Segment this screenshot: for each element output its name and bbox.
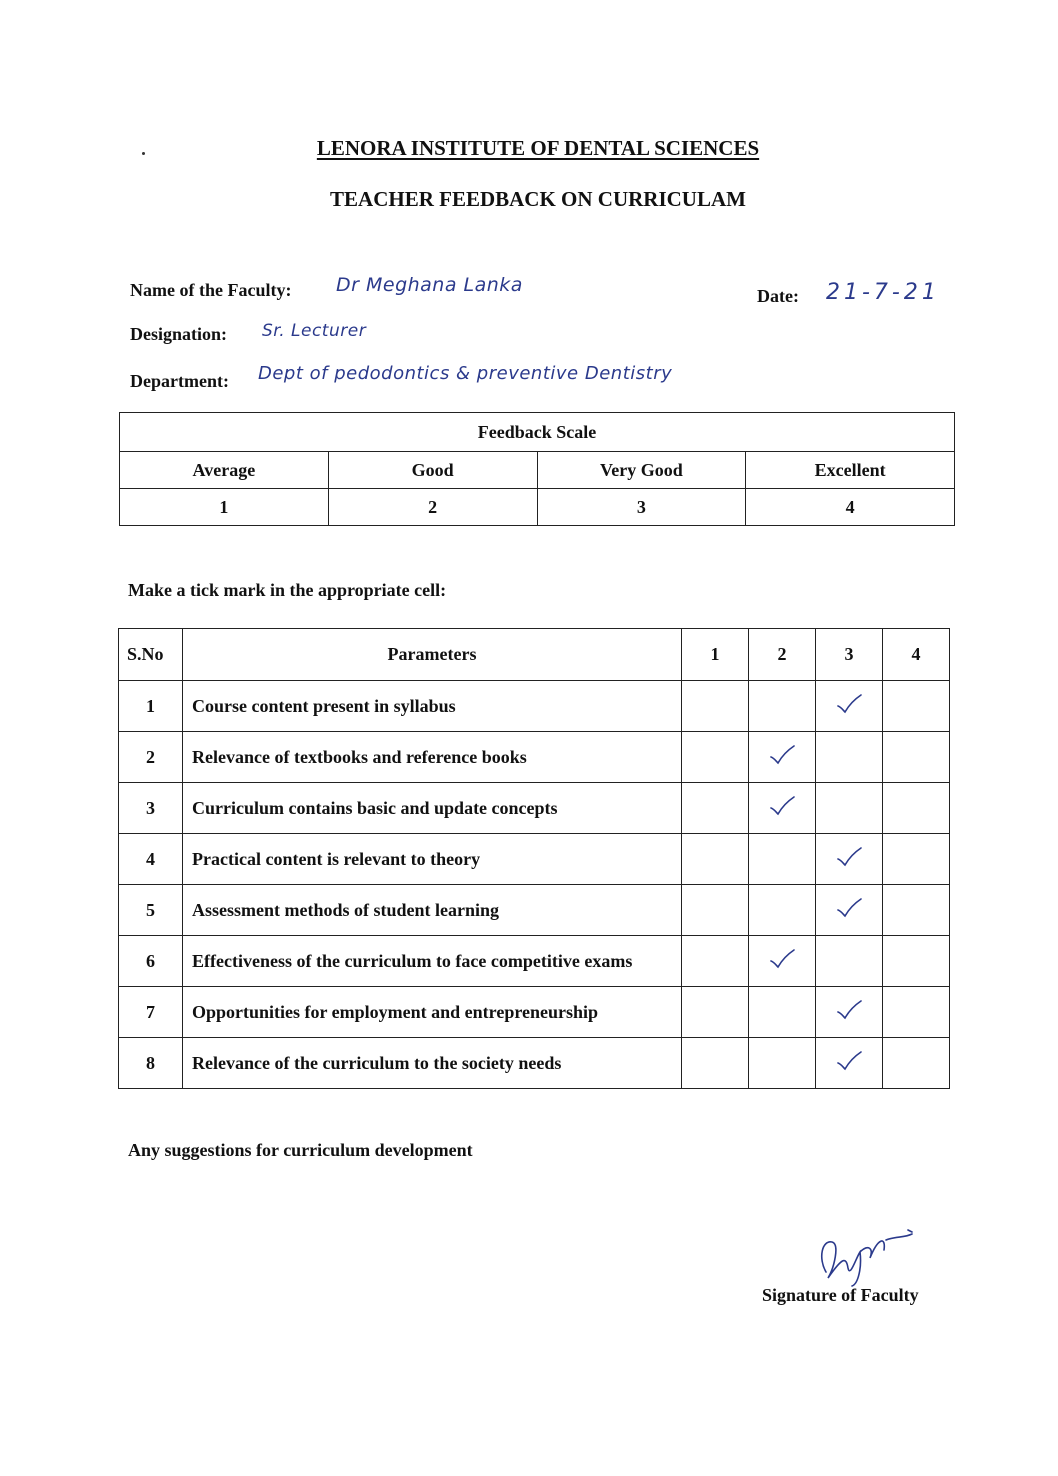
rating-cell-2[interactable] bbox=[749, 987, 816, 1038]
header-rating-1: 1 bbox=[682, 629, 749, 681]
signature-label: Signature of Faculty bbox=[762, 1285, 919, 1305]
row-parameter: Curriculum contains basic and update concepts bbox=[183, 783, 682, 834]
rating-cell-2[interactable] bbox=[749, 936, 816, 987]
row-sno: 8 bbox=[119, 1038, 183, 1089]
rating-cell-1[interactable] bbox=[682, 987, 749, 1038]
rating-cell-4[interactable] bbox=[883, 885, 950, 936]
designation-value: Sr. Lecturer bbox=[262, 321, 367, 341]
row-parameter: Relevance of textbooks and reference books bbox=[183, 732, 682, 783]
table-row bbox=[119, 732, 950, 783]
rating-cell-4[interactable] bbox=[883, 987, 950, 1038]
institute-name bbox=[0, 136, 1058, 161]
table-row bbox=[119, 987, 950, 1038]
rating-cell-2[interactable] bbox=[749, 783, 816, 834]
tick-mark-icon bbox=[834, 1049, 864, 1073]
table-row bbox=[119, 885, 950, 936]
parameters-header-row bbox=[119, 629, 950, 681]
table-row bbox=[119, 681, 950, 732]
faculty-name-value: Dr Meghana Lanka bbox=[336, 274, 523, 296]
tick-mark-icon bbox=[767, 947, 797, 971]
row-parameter: Practical content is relevant to theory bbox=[183, 834, 682, 885]
rating-cell-3[interactable] bbox=[816, 834, 883, 885]
row-parameter: Course content present in syllabus bbox=[183, 681, 682, 732]
rating-cell-1[interactable] bbox=[682, 1038, 749, 1089]
rating-cell-3[interactable] bbox=[816, 885, 883, 936]
row-sno: 7 bbox=[119, 987, 183, 1038]
table-row bbox=[119, 936, 950, 987]
tick-mark-icon bbox=[834, 845, 864, 869]
stray-mark bbox=[142, 152, 145, 155]
scale-level-label: Very Good bbox=[537, 452, 746, 489]
institute-name-text: LENORA INSTITUTE OF DENTAL SCIENCES bbox=[316, 136, 760, 160]
instruction-text: Make a tick mark in the appropriate cell: bbox=[128, 580, 447, 600]
date-value: 21-7-21 bbox=[826, 280, 940, 305]
rating-cell-2[interactable] bbox=[749, 1038, 816, 1089]
row-sno: 1 bbox=[119, 681, 183, 732]
rating-cell-3[interactable] bbox=[816, 681, 883, 732]
scale-level-value: 3 bbox=[537, 489, 746, 526]
faculty-signature-image bbox=[812, 1228, 922, 1293]
rating-cell-1[interactable] bbox=[682, 783, 749, 834]
scale-level-label: Excellent bbox=[746, 452, 955, 489]
scale-level-value: 4 bbox=[746, 489, 955, 526]
parameters-table bbox=[118, 628, 950, 1089]
rating-cell-1[interactable] bbox=[682, 936, 749, 987]
faculty-name-label: Name of the Faculty: bbox=[130, 280, 292, 300]
rating-cell-3[interactable] bbox=[816, 987, 883, 1038]
scale-level-value: 1 bbox=[120, 489, 329, 526]
rating-cell-4[interactable] bbox=[883, 936, 950, 987]
row-sno: 5 bbox=[119, 885, 183, 936]
rating-cell-4[interactable] bbox=[883, 1038, 950, 1089]
designation-label: Designation: bbox=[130, 324, 228, 344]
rating-cell-3[interactable] bbox=[816, 783, 883, 834]
header-rating-3: 3 bbox=[816, 629, 883, 681]
rating-cell-1[interactable] bbox=[682, 834, 749, 885]
tick-mark-icon bbox=[834, 998, 864, 1022]
department-label: Department: bbox=[130, 371, 229, 391]
row-sno: 2 bbox=[119, 732, 183, 783]
scale-level-label: Average bbox=[120, 452, 329, 489]
row-parameter: Effectiveness of the curriculum to face competitive exams bbox=[183, 936, 682, 987]
rating-cell-1[interactable] bbox=[682, 885, 749, 936]
scale-level-value: 2 bbox=[328, 489, 537, 526]
rating-cell-1[interactable] bbox=[682, 732, 749, 783]
feedback-scale-title: Feedback Scale bbox=[120, 413, 955, 452]
form-title: TEACHER FEEDBACK ON CURRICULAM bbox=[330, 187, 746, 211]
tick-mark-icon bbox=[834, 692, 864, 716]
scale-level-label: Good bbox=[328, 452, 537, 489]
header-rating-2: 2 bbox=[749, 629, 816, 681]
rating-cell-4[interactable] bbox=[883, 834, 950, 885]
rating-cell-1[interactable] bbox=[682, 681, 749, 732]
row-sno: 4 bbox=[119, 834, 183, 885]
rating-cell-2[interactable] bbox=[749, 834, 816, 885]
rating-cell-3[interactable] bbox=[816, 1038, 883, 1089]
tick-mark-icon bbox=[767, 743, 797, 767]
rating-cell-4[interactable] bbox=[883, 783, 950, 834]
table-row bbox=[119, 1038, 950, 1089]
table-row bbox=[119, 783, 950, 834]
table-row bbox=[119, 834, 950, 885]
header-sno: S.No bbox=[119, 629, 183, 681]
rating-cell-3[interactable] bbox=[816, 936, 883, 987]
suggestions-label: Any suggestions for curriculum development bbox=[128, 1140, 473, 1160]
row-sno: 6 bbox=[119, 936, 183, 987]
rating-cell-2[interactable] bbox=[749, 885, 816, 936]
tick-mark-icon bbox=[834, 896, 864, 920]
rating-cell-4[interactable] bbox=[883, 681, 950, 732]
department-value: Dept of pedodontics & preventive Dentistry bbox=[258, 363, 673, 384]
feedback-scale-table bbox=[119, 412, 955, 526]
tick-mark-icon bbox=[767, 794, 797, 818]
row-parameter: Assessment methods of student learning bbox=[183, 885, 682, 936]
rating-cell-2[interactable] bbox=[749, 681, 816, 732]
row-parameter: Relevance of the curriculum to the society needs bbox=[183, 1038, 682, 1089]
row-parameter: Opportunities for employment and entrepreneurship bbox=[183, 987, 682, 1038]
date-label: Date: bbox=[757, 286, 799, 306]
header-parameters: Parameters bbox=[183, 629, 682, 681]
rating-cell-3[interactable] bbox=[816, 732, 883, 783]
row-sno: 3 bbox=[119, 783, 183, 834]
rating-cell-2[interactable] bbox=[749, 732, 816, 783]
header-rating-4: 4 bbox=[883, 629, 950, 681]
rating-cell-4[interactable] bbox=[883, 732, 950, 783]
